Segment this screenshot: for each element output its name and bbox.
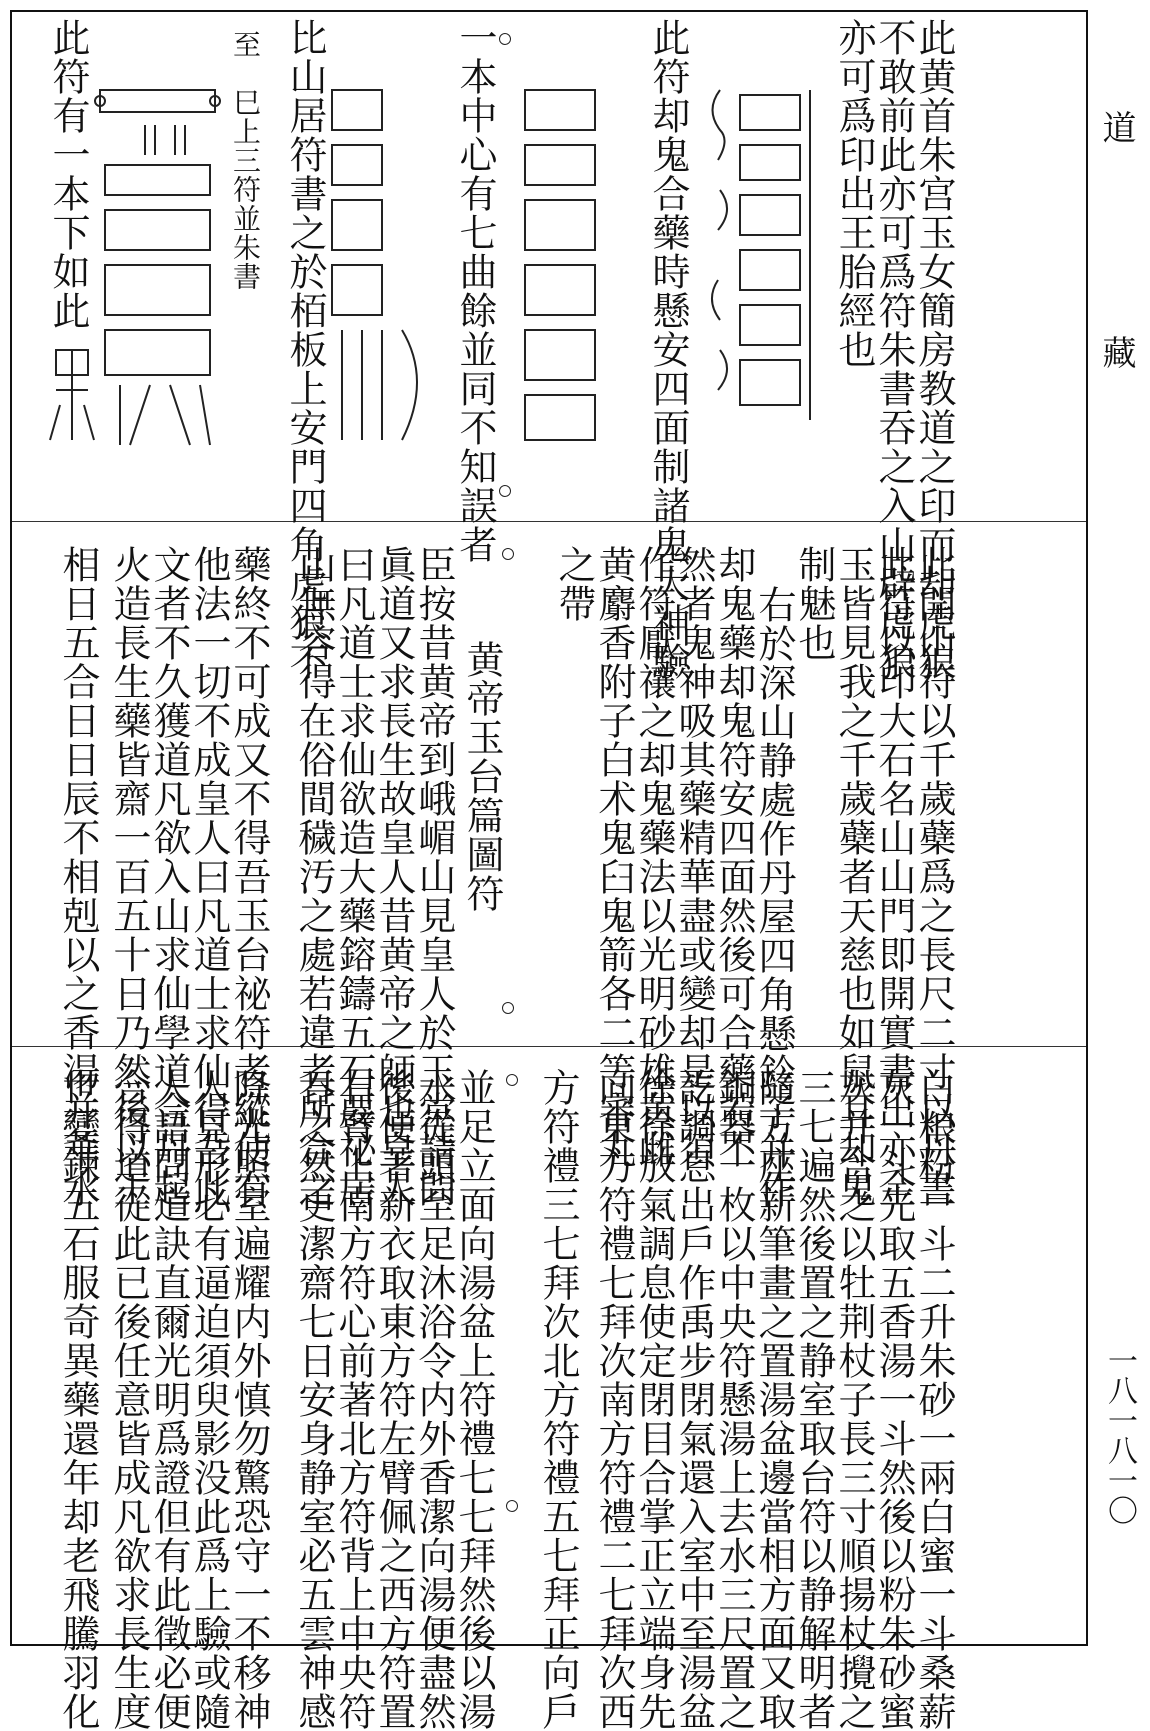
panel3-col-19: 合得道從此已後任意皆成凡欲求長生度 — [107, 1068, 151, 1731]
panel2-col-4: 制魅也 — [792, 545, 836, 662]
panel1-col-8: 此符有一本下如此 — [46, 18, 90, 330]
panel2-col-15: 山無容得在俗間穢汚之處若違者所合之 — [292, 545, 336, 1208]
panel2-col-20: 相日五合日日辰不相剋以之香湯并華水 — [56, 545, 100, 1208]
panel2-col-9: 黄麝香附子白术鬼臼鬼箭各二等審丸 — [592, 545, 636, 1169]
panel2-col-6: 却鬼藥却鬼符安四面然後可合藥若不 — [712, 545, 756, 1169]
marker-circle — [506, 1074, 518, 1086]
talisman-glyph-5 — [48, 345, 98, 445]
marker-circle — [499, 485, 511, 497]
marker-circle — [502, 548, 514, 560]
panel1-col-6: 比山居符書之於栢板上安門四角虎狼不 — [283, 18, 327, 681]
panel2-col-14: 曰凡道士求仙欲造大藥鎔鑄五石要祕居 — [332, 545, 376, 1208]
panel1-col-4: 此符却鬼合藥時懸安四面制諸鬼大神驗 — [646, 18, 690, 681]
panel3-col-12: 水從頭至足沐浴令内外香潔向湯便盡然 — [412, 1068, 456, 1731]
panel2-col-3: 玉皆見我之千歲蘗者天慈也如鼠耳却鬼 — [832, 545, 876, 1208]
panel3-col-17: 人見形必有逼迫須臾影没此爲上驗或隨 — [187, 1068, 231, 1731]
panel2-col-16: 藥終不可成又不得吾玉台祕符者縱使有 — [227, 545, 271, 1208]
panel2-col-5: 右於深山静處作丹屋四角懸鈴子并作 — [752, 585, 796, 1209]
section-heading: 黄帝玉台篇圖符 — [460, 640, 504, 913]
panel3-col-6: 銅器一枚以中央符懸湯上去水三尺置之 — [712, 1068, 756, 1731]
talisman-glyph-4 — [90, 85, 225, 465]
panel3-col-15: 吞之然更潔齋七日安身静室必五雲神感 — [292, 1068, 336, 1731]
panel2-col-10: 之帶 — [552, 545, 596, 623]
panel1-col-1: 此黄首朱宫玉女簡房教道之印而却虎狼 — [912, 18, 956, 681]
marker-circle — [499, 33, 511, 45]
panel3-col-9: 向東方符禮七拜次南方符禮二七拜次西 — [592, 1068, 636, 1731]
panel2-col-8: 作符厭禳之却鬼藥法以光明砂雄黄雌 — [632, 545, 676, 1169]
panel3-col-1: 白粮粉一斗二升朱砂一兩白蜜一斗桑薪 — [912, 1068, 956, 1731]
panel2-col-13: 眞道又求長生故皇人昔黄帝之師也皇人 — [372, 545, 416, 1208]
panel3-col-13: 後便著新衣取東方符左臂佩之西方符置 — [372, 1068, 416, 1731]
page-number: 一八一八一〇 — [1102, 1345, 1137, 1525]
panel3-col-7: 訖調息出戶作禹步閉氣還入室中至湯盆 — [672, 1068, 716, 1731]
marker-circle — [502, 1002, 514, 1014]
panel3-col-4: 三七遍然後置之静室取台符以静解明者 — [792, 1068, 836, 1731]
panel2-col-7: 然者鬼神吸其藥精華盡或變却是以須 — [672, 545, 716, 1169]
panel3-col-8: 徐徐放氣調息使定閉目合掌正立端身先 — [632, 1068, 676, 1731]
panel3-col-10: 方符禮三七拜次北方符禮五七拜正向戶 — [536, 1068, 580, 1731]
panel2-col-19: 火造長生藥皆齋一百五十日乃然後以王 — [107, 545, 151, 1208]
panel3-col-14: 右臂上南方符心前著北方符背上中央符 — [332, 1068, 376, 1731]
panel3-col-20: 世變鍊五石服奇異藥還年却老飛騰羽化 — [56, 1068, 100, 1731]
panel1-col-7: 至 巳上三符並朱書 — [229, 30, 262, 291]
margin-title-top: 道 — [1096, 110, 1136, 144]
panel1-col-2: 不敢前此亦可爲符朱書吞之入山辟虎狼 — [872, 18, 916, 681]
talisman-glyph-3 — [322, 80, 442, 460]
panel3-col-16: 降光照室遍耀内外慎勿驚恐守一不移神 — [227, 1068, 271, 1731]
panel3-col-18: 人語問道訣直爾光明爲證但有此徵必便 — [147, 1068, 191, 1731]
panel2-col-12: 臣按昔黄帝到峨嵋山見皇人於玉堂請問 — [412, 545, 456, 1208]
talisman-glyph-2 — [505, 80, 625, 460]
marker-circle — [506, 1500, 518, 1512]
panel2-col-18: 文者不久獲道凡欲入山求仙學道合丹起 — [147, 545, 191, 1208]
panel1-col-3: 亦可爲印出王胎經也 — [832, 18, 876, 369]
panel3-col-2: 灰一斗先取五香湯一斗然後以粉朱砂蜜 — [872, 1068, 916, 1731]
margin-title-bottom: 藏 — [1096, 335, 1136, 369]
talisman-glyph-1 — [700, 80, 830, 450]
panel2-col-2: 此符以印大石名山山門即開實書出亦金 — [872, 545, 916, 1208]
panel2-col-1: 此開山符以千歲蘗爲之長尺二寸以丹書 — [912, 545, 956, 1208]
panel3-col-3: 灰并合之以牡荆杖子長三寸順揚杖攪之 — [832, 1068, 876, 1731]
panel3-col-11: 並足立面向湯盆上符禮七七拜然後以湯 — [452, 1068, 496, 1731]
panel3-col-5: 隨方座新筆畫之置湯盆邊當相方面又取 — [752, 1068, 796, 1731]
panel2-col-17: 他法一切不成皇人曰凡道士求仙得吾此 — [187, 545, 231, 1208]
panel1-col-5: 一本中心有七曲餘並同不知誤者 — [453, 18, 497, 564]
